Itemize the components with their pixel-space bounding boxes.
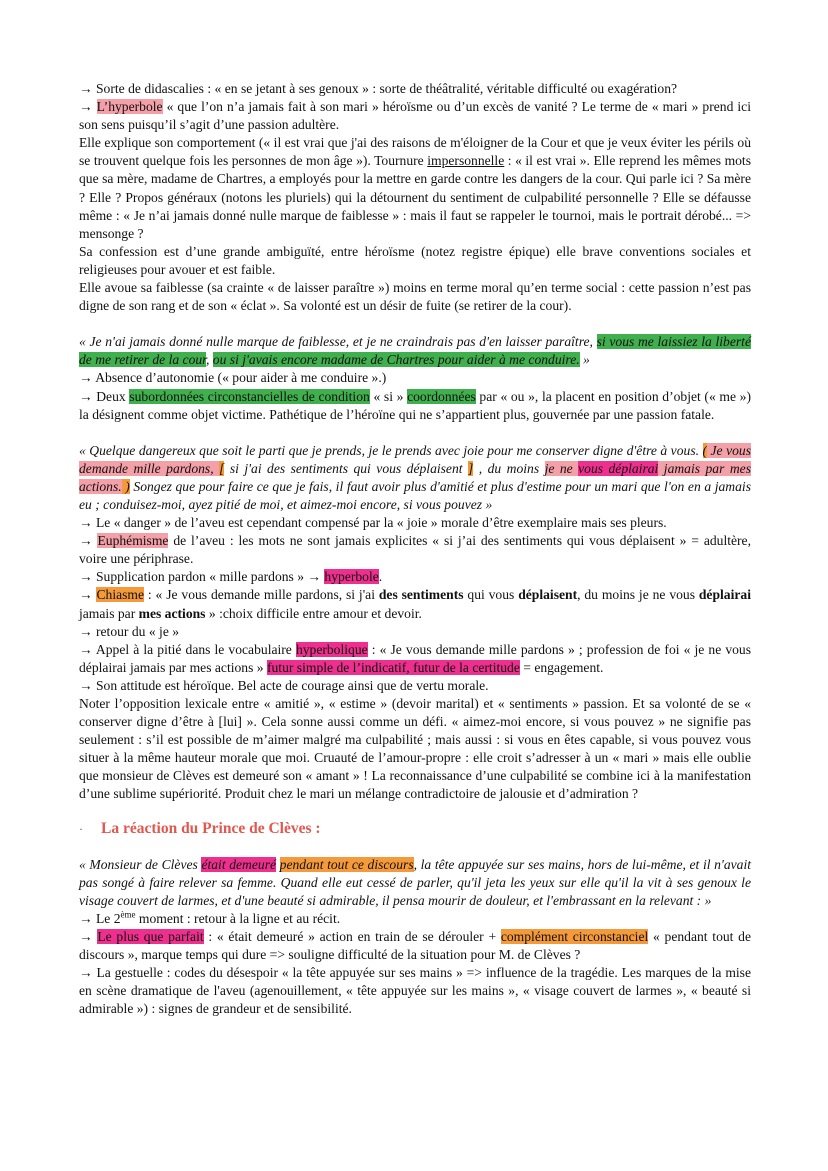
paragraph-faiblesse: Elle avoue sa faiblesse (sa crainte « de laisser paraître ») moins en terme moral qu’en terme social : cette passion n’est pas digne de son rang et de son « éclat ». Sa volonté est un désir de fuite (se retirer de la cour).: [79, 280, 751, 314]
paragraph-attitude: → Son attitude est héroïque. Bel acte de courage ainsi que de vertu morale.: [79, 677, 489, 693]
highlight-etait-demeure: était demeuré: [201, 856, 277, 872]
paragraph-danger: → Le « danger » de l’aveu est cependant compensé par la « joie » morale d’être exemplaire mais ses pleurs.: [79, 515, 667, 531]
paragraph-comportement: Elle explique son comportement (« il est vrai que j'ai des raisons de m'éloigner de la Cour et que je veux éviter les périls où se trouvent quelque fois les personnes de mon âge »). Tournure impersonnelle : « il est vrai ». Elle reprend les mêmes mots que sa mère, madame de Chartres, a employés pour la mettre en garde contre les dangers de la cour. Qui parle ici ? Sa mère ? Elle ? Propos généraux (notons les pluriels) qui la détournent du sentiment de culpabilité personnelle ? Elle se défausse même : « Je n’ai jamais donné nulle marque de faiblesse » : mais il faut se rappeler le tournoi, mais le portrait dérobé... => mensonge ?: [79, 135, 752, 241]
section-title: · La réaction du Prince de Clèves :: [79, 819, 321, 837]
paragraph-retour-je: → retour du « je »: [79, 623, 180, 639]
document-page: [79, 80, 751, 1019]
highlight-condition-2: ou si j'avais encore madame de Chartres pour aider à me conduire.: [212, 352, 580, 368]
paragraph-supplication: → Supplication pardon « mille pardons » → hyperbole.: [79, 569, 383, 585]
highlight-hyperbole-2: hyperbole: [324, 569, 379, 585]
paragraph-opposition: Noter l’opposition lexicale entre « amitié », « estime » (devoir marital) et « sentiments » passion. Et sa volonté de se « conserver digne d’être à [lui] ». Cela sonne aussi comme un défi. « aimez-moi encore, si vous pouvez » ne signifie pas seulement : s’il est possible de m’aimer malgré ma culpabilité ; mais aussi : si vous en êtes capable, si vous pouvez vous situer à la même hauteur morale que moi. Cruauté de l’amour-propre : elle croit s’adresser à un « mari » mais elle oublie que monsieur de Clèves est demeuré son « amant » ! La reconnaissance d’une culpabilité se combine ici à la manifestation d’une sublime supériorité. Produit chez le mari un mélange contradictoire de jalousie et d’admiration ?: [79, 696, 751, 802]
paragraph-didascalies: → Sorte de didascalies : « en se jetant à ses genoux » : sorte de théâtralité, véritable difficulté ou exagération?: [79, 81, 678, 96]
paragraph-euphemisme: → Euphémisme de l’aveu : les mots ne sont jamais explicites « si j’ai des sentiments qui vous déplaisent » = adultère, voire une périphrase.: [79, 533, 751, 567]
paragraph-gestuelle: → La gestuelle : codes du désespoir « la tête appuyée sur ses mains » => influence de la tragédie. Les marques de la mise en scène dramatique de l'aveu (agenouillement, « tête appuyée sur les mains », « visage couvert de larmes », « beauté si admirable ») : signes de grandeur et de sensibilité.: [79, 965, 751, 1017]
bullet-icon: ·: [79, 821, 83, 836]
highlight-subordonnees: subordonnées circonstancielles de condition: [129, 388, 370, 404]
paragraph-chiasme: → Chiasme : « Je vous demande mille pardons, si j'ai des sentiments qui vous déplaisent, du moins je ne vous déplairai jamais par mes actions » :choix difficile entre amour et devoir.: [79, 587, 751, 621]
highlight-deplairai: vous déplairai: [578, 460, 659, 476]
paragraph-moment: → Le 2ème moment : retour à la ligne et au récit.: [79, 909, 341, 926]
highlight-condition-1: si vous me laissiez la liberté de me retirer de la cour: [79, 334, 751, 368]
highlight-chiasme: Chiasme: [96, 587, 145, 603]
highlight-complement: complément circonstanciel: [500, 929, 649, 945]
quote-monsieur-de-cleves: « Monsieur de Clèves était demeuré pendant tout ce discours, la tête appuyée sur ses mains, hors de lui-même, et il n'avait pas songé à faire relever sa femme. Quand elle eut cessé de parler, qu'il jeta les yeux sur elle qu'il la vit à ses genoux le visage couvert de larmes, et d'une beauté si admirable, il pensa mourir de douleur, et l'embrassant en la relevant : »: [79, 856, 752, 908]
highlight-euphemisme: Euphémisme: [97, 533, 169, 549]
highlight-hyperbole: L’hyperbole: [96, 99, 163, 115]
highlight-coordonnees: coordonnées: [407, 388, 476, 404]
paragraph-autonomie: → Absence d’autonomie (« pour aider à me conduire ».): [79, 370, 387, 386]
paragraph-plus-que-parfait: → Le plus que parfait : « était demeuré » action en train de se dérouler + complément circonstanciel « pendant tout de discours », marque temps qui dure => souligne difficulté de la situation pour M. de Clèves ?: [79, 929, 752, 963]
paragraph-subordonnees: → Deux subordonnées circonstancielles de condition « si » coordonnées par « ou », la placent en position d’objet (« me ») la désignent comme objet victime. Pathétique de l’héroïne qui ne s’appartient plus, gouvernée par une passion fatale.: [79, 388, 751, 422]
highlight-hyperbolique: hyperbolique: [295, 641, 368, 657]
quote-pardons: « Quelque dangereux que soit le parti que je prends, je le prends avec joie pour me conserver digne d'être à vous. ( Je vous demande mille pardons, [ si j'ai des sentiments qui vous déplaisent ] , du moins je ne vous déplairai jamais par mes actions. ) Songez que pour faire ce que je fais, il faut avoir plus d'amitié et plus d'estime pour un mari que l'on en a jamais eu ; conduisez-moi, ayez pitié de moi, et aimez-moi encore, si vous pouvez »: [79, 442, 751, 512]
highlight-futur-simple: futur simple de l’indicatif, futur de la certitude: [266, 659, 520, 675]
highlight-mille-pardons: Je vous demande mille pardons,: [79, 442, 751, 476]
paragraph-hyperbole: → L’hyperbole « que l’on n’a jamais fait à son mari » héroïsme ou d’un excès de vanité ? Le terme de « mari » prend ici son sens puisqu’il s’agit d’une passion adultère.: [79, 99, 751, 133]
underlined-impersonnelle: impersonnelle: [427, 153, 505, 169]
paragraph-confession: Sa confession est d’une grande ambiguïté, entre héroïsme (notez registre épique) elle brave conventions sociales et religieuses pour avouer et est faible.: [79, 243, 751, 277]
quote-retirer: « Je n'ai jamais donné nulle marque de faiblesse, et je ne craindrais pas d'en laisser paraître, si vous me laissiez la liberté de me retirer de la cour, ou si j'avais encore madame de Chartres pour aider à me conduire. »: [79, 334, 751, 368]
arrow: →: [79, 81, 93, 96]
highlight-pendant-discours: pendant tout ce discours: [279, 856, 414, 872]
highlight-plus-que-parfait: Le plus que parfait: [97, 929, 204, 945]
paragraph-pitie: → Appel à la pitié dans le vocabulaire hyperbolique : « Je vous demande mille pardons » ; profession de foi « je ne vous déplairai jamais par mes actions » futur simple de l’indicatif, futur de la certitude = engagement.: [79, 641, 752, 675]
